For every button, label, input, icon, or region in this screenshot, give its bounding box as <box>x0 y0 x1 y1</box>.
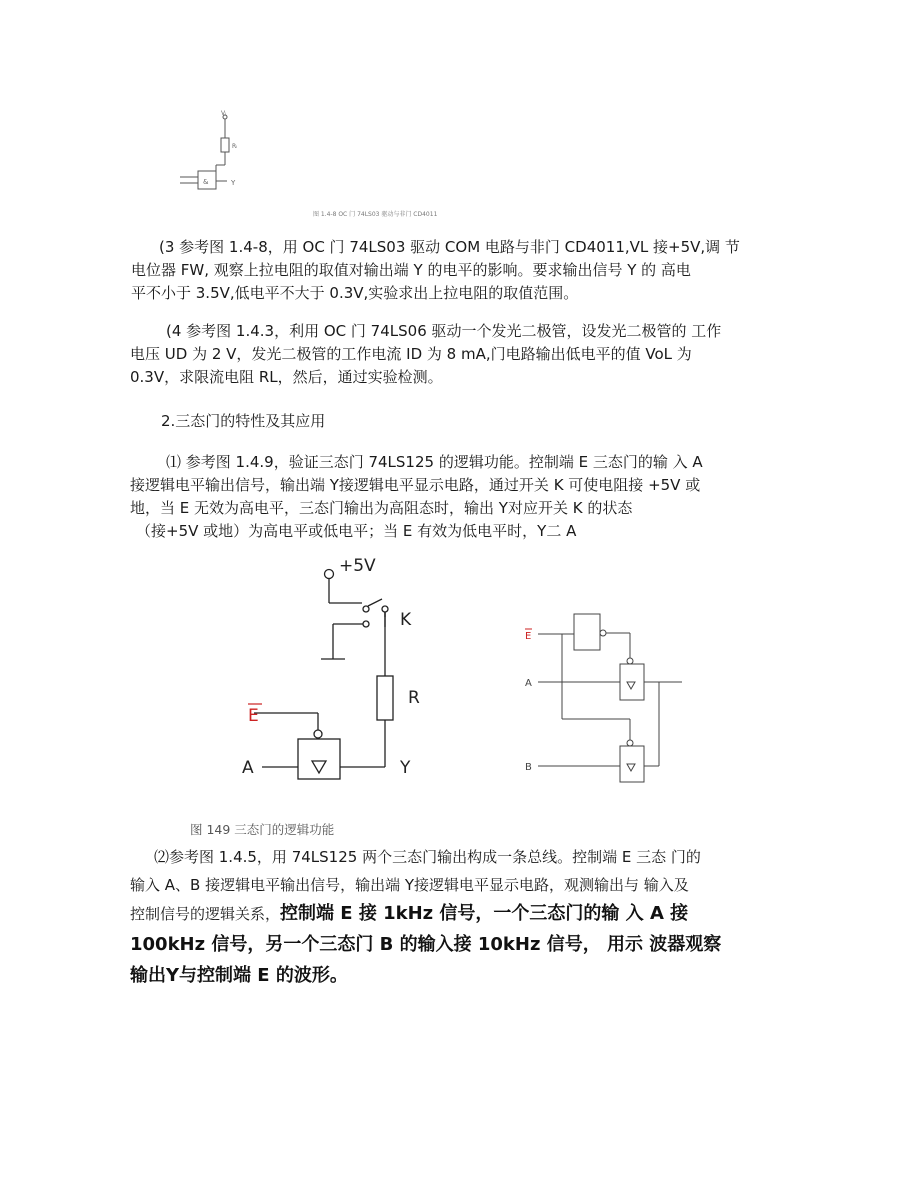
paragraph-4-line: 0.3V，求限流电阻 RL，然后，通过实验检测。 <box>130 368 443 386</box>
vl-label: Vₗ <box>221 110 227 117</box>
bus-a-label: A <box>525 678 532 689</box>
switch-label: K <box>400 610 412 630</box>
section-heading <box>161 410 811 433</box>
supply-label: +5V <box>339 556 376 576</box>
item-2-line3-big: 控制端 E 接 1kHz 信号，一个三态门的输 入 A 接 <box>280 903 689 924</box>
item-2-line: ⑵参考图 1.4.5，用 74LS125 两个三态门输出构成一条总线。控制端 E 三态 门的 <box>154 848 701 866</box>
resistor-label: R <box>408 688 420 708</box>
item-2-line: 输入 A、B 接逻辑电平输出信号，输出端 Y接逻辑电平显示电路，观测输出与 输入及 <box>130 876 689 894</box>
item-2-line-mixed <box>130 900 780 928</box>
item-2 <box>130 846 780 990</box>
gate-symbol: & <box>203 178 209 186</box>
item-1-line: 接逻辑电平输出信号，输出端 Y接逻辑电平显示电路，通过开关 K 可使电阻接 +5V 或 <box>130 476 701 494</box>
bus-enable-label: E <box>525 631 532 642</box>
paragraph-3-line: 平不小于 3.5V,低电平不大于 0.3V,实验求出上拉电阻的取值范围。 <box>131 284 579 302</box>
item-2-line3-normal: 控制信号的逻辑关系， <box>130 905 281 923</box>
fig-1-4-8-circuit <box>175 105 475 225</box>
item-2-line-big: 输出Y与控制端 E 的波形。 <box>130 965 348 986</box>
paragraph-4-line: 电压 UD 为 2 V，发光二极管的工作电流 ID 为 8 mA,门电路输出低电平的值 VoL 为 <box>130 345 692 363</box>
paragraph-4 <box>130 320 780 389</box>
input-a-label: A <box>242 758 254 778</box>
fig-1-4-9-circuit-right <box>520 605 710 795</box>
item-1-line: ⑴ 参考图 1.4.9，验证三态门 74LS125 的逻辑功能。控制端 E 三态门的输 入 A <box>166 453 703 471</box>
item-1-line: 地，当 E 无效为高电平，三态门输出为高阻态时，输出 Y对应开关 K 的状态 <box>130 499 633 517</box>
output-y-label: Y <box>400 758 411 778</box>
item-1 <box>130 451 780 543</box>
fig-1-4-9-circuit-left <box>230 555 470 795</box>
fig-1-4-9-caption: 图 149 三态门的逻辑功能 <box>190 822 335 837</box>
rl-label: Rₗ <box>232 143 238 150</box>
enable-label: E <box>248 706 259 726</box>
bus-b-label: B <box>525 762 532 773</box>
item-1-line: （接+5V 或地）为高电平或低电平；当 E 有效为低电平时，Y二 A <box>136 522 577 540</box>
item-2-line-big: 100kHz 信号，另一个三态门 B 的输入接 10kHz 信号， 用示 波器观察 <box>130 934 722 955</box>
y-label: Y <box>231 179 236 187</box>
section-2-heading: 2.三态门的特性及其应用 <box>161 412 326 430</box>
paragraph-3-line: (3 参考图 1.4-8，用 OC 门 74LS03 驱动 COM 电路与非门 CD4011,VL 接+5V,调 节 <box>159 238 740 256</box>
fig-1-4-8-caption: 图 1.4-8 OC 门 74LS03 驱动与非门 CD4011 <box>313 211 438 218</box>
paragraph-3-line: 电位器 FW, 观察上拉电阻的取值对输出端 Y 的电平的影响。要求输出信号 Y 的 高电 <box>131 261 691 279</box>
paragraph-4-line: (4 参考图 1.4.3，利用 OC 门 74LS06 驱动一个发光二极管，设发光二极管的 工作 <box>166 322 722 340</box>
paragraph-3 <box>131 236 781 305</box>
